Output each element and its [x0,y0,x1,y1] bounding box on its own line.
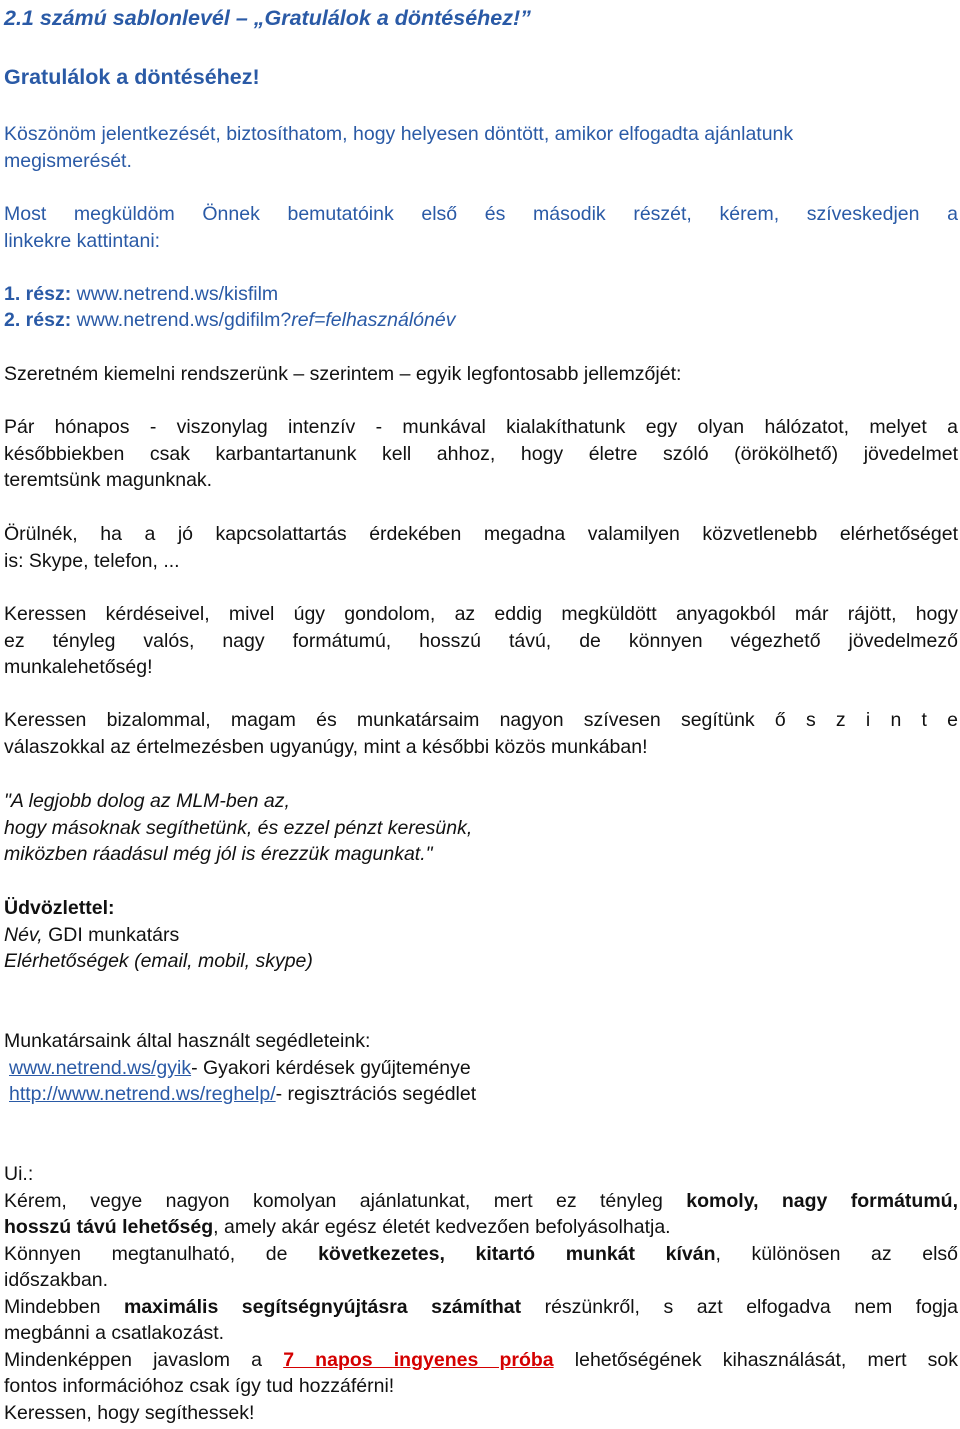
questions-line-3: munkalehetőség! [4,656,153,678]
signature-contacts: Elérhetőségek (email, mobil, skype) [4,950,313,972]
ps-p3-line-2: megbánni a csatlakozást. [4,1322,225,1344]
contact-request-paragraph [4,521,958,574]
feature-line-2: későbbiekben csak karbantartanunk kell ahhoz, hogy életre szóló (örökölhető) jövedelmet [4,442,958,465]
tools-heading: Munkatársaink által használt segédleteink: [4,1030,371,1052]
thanks-line-2: megismerését. [4,149,132,172]
ps-p2-line-1 [4,1241,958,1268]
signature-salutation: Üdvözlettel: [4,897,115,919]
contact-request-line-2: is: Skype, telefon, ... [4,549,180,572]
signature-name-row [4,922,313,949]
part-1-link[interactable]: www.netrend.ws/kisfilm [76,283,279,305]
questions-line-2: ez tényleg valós, nagy formátumú, hosszú távú, de könnyen végezhető jövedelmező [4,629,958,652]
quote-line-1: "A legjobb dolog az MLM-ben az, [4,790,290,812]
ps-p1-bold: komoly, nagy formátumú, [686,1189,959,1212]
mlm-quote [4,788,472,868]
reghelp-desc: - regisztrációs segédlet [275,1083,477,1105]
signature-name: Név, [4,923,43,946]
signature-block [4,895,313,975]
ps-p1-text: Kérem, vegye nagyon komolyan ajánlatunkat, mert ez tényleg [4,1189,663,1212]
ps-p4-text: Mindenképpen javaslom a [4,1348,263,1371]
free-trial-link[interactable]: 7 napos ingyenes próba [283,1348,554,1371]
faq-link[interactable]: www.netrend.ws/gyik [9,1056,192,1079]
intro-line-1: Most megküldöm Önnek bemutatóink első és második részét, kérem, szíveskedjen a [4,203,958,225]
contact-request-line-1: Örülnék, ha a jó kapcsolattartás érdekében megadna valamilyen közvetlenebb elérhetőséget [4,523,958,545]
part-1-label: 1. rész: [4,283,72,305]
ps-p1-line-2 [4,1214,958,1241]
intro-line-2: linkekre kattintani: [4,229,161,252]
ps-p3-end: részünkről, s azt elfogadva nem fogja [544,1295,958,1318]
ps-p3-text: Mindebben [4,1295,101,1318]
ps-p2-bold: következetes, kitartó munkát kíván [318,1242,716,1265]
trust-line-2: válaszokkal az értelmezésben ugyanúgy, mint a későbbi közös munkában! [4,735,648,758]
part-1-row [4,281,278,308]
reghelp-link[interactable]: http://www.netrend.ws/reghelp/ [9,1083,276,1105]
feature-line-3: teremtsünk magunknak. [4,469,213,491]
part-2-row [4,307,455,334]
questions-paragraph [4,601,958,681]
ps-p1-line-1 [4,1188,958,1215]
ps-p1-end: , amely akár egész életét kedvezően befolyásolhatja. [213,1216,671,1238]
questions-line-1: Keressen kérdéseivel, mivel úgy gondolom, az eddig megküldött anyagokból már rájött, hogy [4,603,958,625]
feature-paragraph [4,414,958,494]
part-2-link[interactable]: www.netrend.ws/gdifilm? [76,309,292,331]
faq-desc: - Gyakori kérdések gyűjteménye [191,1056,471,1079]
ps-p2-line-2: időszakban. [4,1269,109,1291]
quote-line-3: miközben ráadásul még jól is érezzük magunkat." [4,843,433,865]
ps-label: Ui.: [4,1163,34,1185]
ps-p3-line-1 [4,1294,958,1321]
greeting-heading: Gratulálok a döntéséhez! [4,65,260,89]
trust-paragraph [4,707,958,760]
template-heading: 2.1 számú sablonlevél – „Gratulálok a döntéséhez!” [4,6,531,30]
ps-p4-end: lehetőségének kihasználását, mert sok [574,1348,958,1371]
feature-line-1: Pár hónapos - viszonylag intenzív - munkával kialakíthatunk egy olyan hálózatot, melyet a [4,416,958,438]
ps-p2-end: , különösen az első [715,1242,958,1265]
ps-p3-bold: maximális segítségnyújtásra számíthat [124,1295,522,1318]
ps-p1-bold-2: hosszú távú lehetőség [4,1216,214,1238]
ps-p4-line-1 [4,1347,958,1374]
ps-closing: Keressen, hogy segíthessek! [4,1401,255,1424]
postscript [4,1161,958,1426]
intro-paragraph [4,201,958,254]
trust-line-1: Keressen bizalommal, magam és munkatársaim nagyon szívesen segítünk ő s z i n t e [4,709,958,731]
ps-p4-line-2: fontos információhoz csak így tud hozzáférni! [4,1375,395,1397]
signature-role: GDI munkatárs [42,923,180,946]
tool-item-faq [4,1055,476,1082]
part-2-label: 2. rész: [4,309,72,331]
tool-item-reghelp [4,1081,476,1108]
ps-p2-text: Könnyen megtanulható, de [4,1242,288,1265]
tools-section [4,1028,476,1108]
quote-line-2: hogy másoknak segíthetünk, és ezzel pénzt keresünk, [4,816,473,839]
thanks-line-1: Köszönöm jelentkezését, biztosíthatom, hogy helyesen döntött, amikor elfogadta ajánlatunk [4,123,794,145]
thanks-paragraph [4,121,958,174]
part-2-ref-param: ref=felhasználónév [291,309,456,331]
feature-intro: Szeretném kiemelni rendszerünk – szerintem – egyik legfontosabb jellemzőjét: [4,363,682,385]
